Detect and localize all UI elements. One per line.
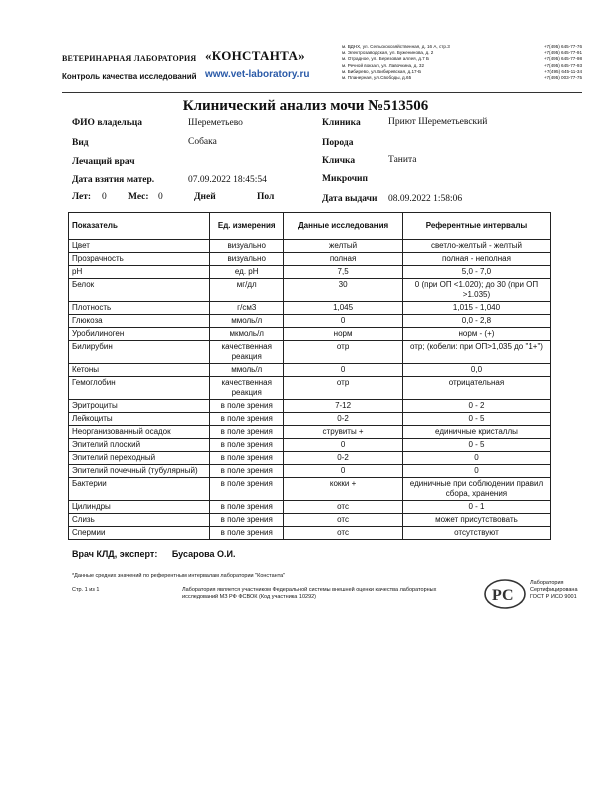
header-unit: Ед. измерения <box>210 213 284 240</box>
row-reference: светло-желтый - желтый <box>402 240 550 253</box>
table-row <box>69 439 551 452</box>
row-result: 1,045 <box>284 302 403 315</box>
lab-name: «КОНСТАНТА» <box>205 48 305 63</box>
row-reference: отр; (кобели: при ОП>1,035 до "1+") <box>402 341 550 364</box>
row-reference: 5,0 - 7,0 <box>402 266 550 279</box>
issue-date-value: 08.09.2022 1:58:06 <box>388 194 463 204</box>
row-result: 0 <box>284 465 403 478</box>
table-row <box>69 400 551 413</box>
row-parameter: Гемоглобин <box>69 377 210 400</box>
header-reference: Референтные интервалы <box>402 213 550 240</box>
row-unit: в поле зрения <box>210 439 284 452</box>
report-title: Клинический анализ мочи №513506 <box>182 98 429 114</box>
row-parameter: Бактерии <box>69 478 210 501</box>
header-divider <box>62 92 582 93</box>
row-unit: в поле зрения <box>210 501 284 514</box>
row-result: отс <box>284 527 403 540</box>
row-reference: отсутствуют <box>402 527 550 540</box>
row-unit: мг/дл <box>210 279 284 302</box>
row-result: 7,5 <box>284 266 403 279</box>
table-row <box>69 253 551 266</box>
row-parameter: Кетоны <box>69 364 210 377</box>
row-parameter: Эритроциты <box>69 400 210 413</box>
row-result: отс <box>284 501 403 514</box>
address-row: м. ВДНХ, ул. Сельскохозяйственная, д. 16 А, стр.3 +7(495) 645-77-76 <box>342 44 582 49</box>
table-row <box>69 266 551 279</box>
nickname-value: Танита <box>388 155 417 165</box>
breed-label: Порода <box>322 138 354 148</box>
row-parameter: Лейкоциты <box>69 413 210 426</box>
row-parameter: Эпителий переходный <box>69 452 210 465</box>
table-row <box>69 413 551 426</box>
table-row <box>69 328 551 341</box>
row-result: 0 <box>284 315 403 328</box>
table-row <box>69 452 551 465</box>
table-row <box>69 527 551 540</box>
table-row <box>69 377 551 400</box>
row-parameter: Прозрачность <box>69 253 210 266</box>
row-parameter: Эпителий плоский <box>69 439 210 452</box>
row-reference: отрицательная <box>402 377 550 400</box>
row-parameter: Неорганизованный осадок <box>69 426 210 439</box>
row-result: кокки + <box>284 478 403 501</box>
table-row <box>69 240 551 253</box>
table-row <box>69 478 551 501</box>
table-row <box>69 364 551 377</box>
table-row <box>69 279 551 302</box>
chip-label: Микрочип <box>322 174 369 184</box>
address-row: м. Бибирево, ул.Бибиревская, д.17-Б +7(495) 645-11-34 <box>342 68 582 74</box>
lab-website-link[interactable]: www.vet-laboratory.ru <box>205 69 310 80</box>
signing-doctor-name: Бусарова О.И. <box>171 549 236 559</box>
row-result: отр <box>284 341 403 364</box>
doctor-label: Лечащий врач <box>72 157 135 167</box>
row-unit: визуально <box>210 253 284 266</box>
row-unit: в поле зрения <box>210 452 284 465</box>
row-reference: 0 <box>402 452 550 465</box>
row-unit: в поле зрения <box>210 465 284 478</box>
row-unit: в поле зрения <box>210 426 284 439</box>
row-parameter: Эпителий почечный (тубулярный) <box>69 465 210 478</box>
row-unit: ммоль/л <box>210 364 284 377</box>
row-result: 0 <box>284 364 403 377</box>
row-unit: в поле зрения <box>210 400 284 413</box>
row-unit: качественная реакция <box>210 341 284 364</box>
row-unit: в поле зрения <box>210 413 284 426</box>
table-header-row <box>69 213 551 240</box>
row-parameter: Слизь <box>69 514 210 527</box>
months-value: 0 <box>158 192 163 202</box>
row-reference: может присутствовать <box>402 514 550 527</box>
row-reference: 0 - 1 <box>402 501 550 514</box>
row-reference: единичные при соблюдении правил сбора, хранения <box>402 478 550 501</box>
row-reference: 1,015 - 1,040 <box>402 302 550 315</box>
owner-value: Шереметьево <box>188 118 243 128</box>
row-parameter: Белок <box>69 279 210 302</box>
signing-doctor-label: Врач КЛД, эксперт: <box>72 549 158 559</box>
row-reference: 0,0 <box>402 364 550 377</box>
signing-doctor <box>72 549 235 559</box>
years-label: Лет: <box>72 192 92 202</box>
row-result: 0-2 <box>284 413 403 426</box>
table-row <box>69 501 551 514</box>
clinic-label: Клиника <box>322 118 361 128</box>
table-row <box>69 465 551 478</box>
address-row: м. Электрозаводская, ул. Буженинова, д. 2 +7(495) 645-77-91 <box>342 50 582 56</box>
row-result: норм <box>284 328 403 341</box>
header-result: Данные исследования <box>284 213 403 240</box>
table-row <box>69 315 551 328</box>
row-result: 30 <box>284 279 403 302</box>
row-result: отс <box>284 514 403 527</box>
nickname-label: Кличка <box>322 156 356 166</box>
table-row <box>69 302 551 315</box>
row-reference: 0 - 5 <box>402 439 550 452</box>
row-parameter: pH <box>69 266 210 279</box>
header-parameter: Показатель <box>69 213 210 240</box>
days-label: Дней <box>194 192 216 202</box>
row-parameter: Уробилиноген <box>69 328 210 341</box>
address-row: м. Речной вокзал, ул. Лавочкина, д. 32 +7(495) 645-77-93 <box>342 62 582 68</box>
issue-date-label: Дата выдачи <box>322 194 378 204</box>
lab-addresses <box>342 44 582 81</box>
row-parameter: Спермии <box>69 527 210 540</box>
row-parameter: Билирубин <box>69 341 210 364</box>
row-result: 0 <box>284 439 403 452</box>
row-parameter: Глюкоза <box>69 315 210 328</box>
lab-prefix: ВЕТЕРИНАРНАЯ ЛАБОРАТОРИЯ <box>62 54 197 63</box>
certification-logo-icon <box>483 578 527 610</box>
clinic-value: Приют Шереметьевский <box>388 117 488 127</box>
row-unit: в поле зрения <box>210 527 284 540</box>
svg-text:С: С <box>502 587 514 604</box>
row-result: отр <box>284 377 403 400</box>
months-label: Мес: <box>128 192 149 202</box>
row-unit: ед. pH <box>210 266 284 279</box>
row-reference: 0 (при ОП <1.020); до 30 (при ОП >1.035) <box>402 279 550 302</box>
sex-label: Пол <box>257 192 275 202</box>
row-reference: 0,0 - 2,8 <box>402 315 550 328</box>
row-reference: 0 - 2 <box>402 400 550 413</box>
row-unit: в поле зрения <box>210 478 284 501</box>
species-label: Вид <box>72 138 89 148</box>
row-reference: полная - неполная <box>402 253 550 266</box>
table-row <box>69 514 551 527</box>
row-parameter: Цилиндры <box>69 501 210 514</box>
species-value: Собака <box>188 137 217 147</box>
row-unit: визуально <box>210 240 284 253</box>
row-unit: ммоль/л <box>210 315 284 328</box>
sample-date-value: 07.09.2022 18:45:54 <box>188 175 267 185</box>
row-reference: норм - (+) <box>402 328 550 341</box>
row-reference: 0 - 5 <box>402 413 550 426</box>
row-reference: единичные кристаллы <box>402 426 550 439</box>
lab-tagline: Контроль качества исследований <box>62 72 197 81</box>
years-value: 0 <box>102 192 107 202</box>
row-unit: г/см3 <box>210 302 284 315</box>
table-row <box>69 341 551 364</box>
svg-text:Р: Р <box>492 587 502 604</box>
row-result: желтый <box>284 240 403 253</box>
row-result: полная <box>284 253 403 266</box>
lab-header <box>62 44 582 104</box>
page-number: Стр. 1 из 1 <box>72 587 100 593</box>
footnote: *Данные средних значений по референтным интервалам лаборатории "Константа" <box>72 573 286 579</box>
table-row <box>69 426 551 439</box>
results-table <box>68 212 551 540</box>
row-parameter: Плотность <box>69 302 210 315</box>
row-result: 0-2 <box>284 452 403 465</box>
address-row: м. Планерная, ул.Свободы, д.65 +7(495) 003-77-75 <box>342 75 582 81</box>
sample-date-label: Дата взятия матер. <box>72 175 155 185</box>
row-unit: мкмоль/л <box>210 328 284 341</box>
results-body <box>69 240 551 540</box>
row-result: струвиты + <box>284 426 403 439</box>
address-row: м. Отрадное, ул. Березовая аллея, д.7 Б +7(495) 645-77-98 <box>342 56 582 62</box>
owner-label: ФИО владельца <box>72 118 142 128</box>
certification-text: Лаборатория Сертифицирована ГОСТ Р ИСО 9001 <box>530 580 578 600</box>
row-unit: в поле зрения <box>210 514 284 527</box>
fsvok-membership: Лаборатория является участником Федеральной системы внешней оценки качества лабораторных исследований МЗ РФ ФСВОК (Код участника 10292) <box>182 587 437 600</box>
row-unit: качественная реакция <box>210 377 284 400</box>
row-result: 7-12 <box>284 400 403 413</box>
row-parameter: Цвет <box>69 240 210 253</box>
row-reference: 0 <box>402 465 550 478</box>
